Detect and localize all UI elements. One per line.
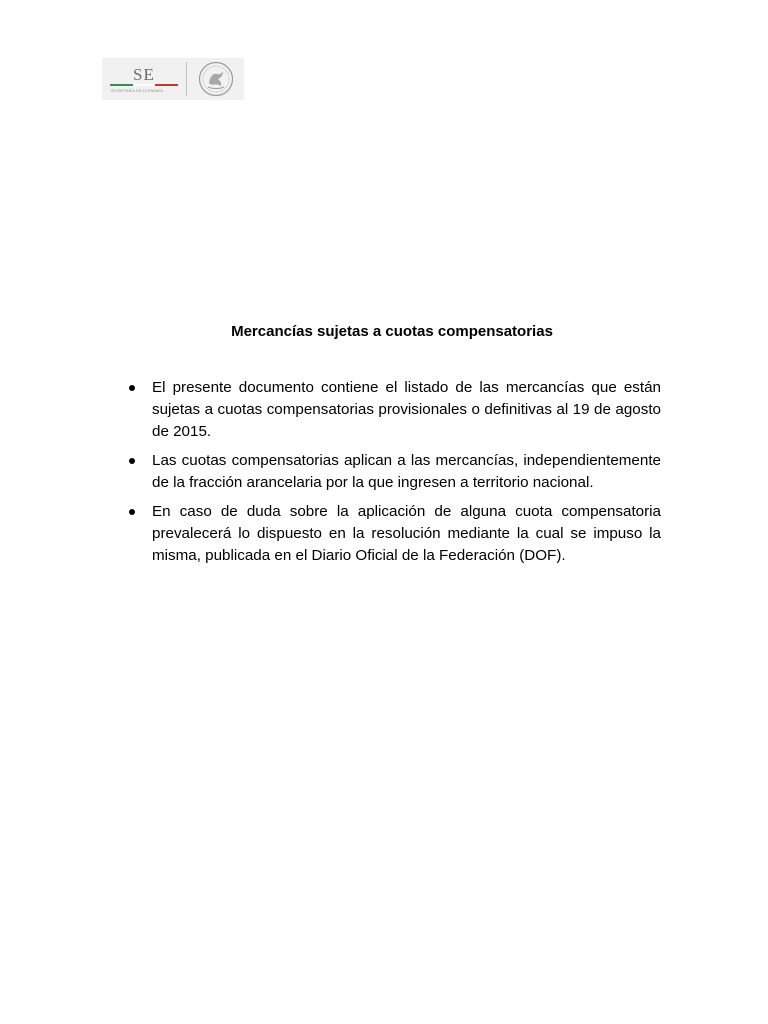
bullet-icon	[129, 509, 135, 515]
logo-text: SE	[133, 65, 155, 84]
list-item-text: Las cuotas compensatorias aplican a las mercancías, independientemente de la fracción arancelaria por la que ingresen a territorio nacional.	[152, 452, 661, 491]
document-title: Mercancías sujetas a cuotas compensatorias	[231, 323, 553, 340]
list-item	[128, 501, 661, 567]
flag-stripe	[110, 84, 178, 86]
list-item-text: En caso de duda sobre la aplicación de alguna cuota compensatoria prevalecerá lo dispuesto en la resolución mediante la cual se impuso la misma, publicada en el Diario Oficial de la Federación (DOF).	[152, 503, 661, 564]
se-logo	[102, 58, 244, 100]
logo-divider	[186, 62, 187, 96]
list-item	[128, 377, 661, 443]
list-item	[128, 450, 661, 494]
coat-of-arms-seal-icon	[198, 61, 234, 97]
bullet-icon	[129, 385, 135, 391]
bullet-list	[128, 377, 661, 574]
list-item-text: El presente documento contiene el listado de las mercancías que están sujetas a cuotas compensatorias provisionales o definitivas al 19 de agosto de 2015.	[152, 379, 661, 440]
bullet-icon	[129, 458, 135, 464]
logo-caption: SECRETARÍA DE ECONOMÍA	[111, 89, 164, 93]
